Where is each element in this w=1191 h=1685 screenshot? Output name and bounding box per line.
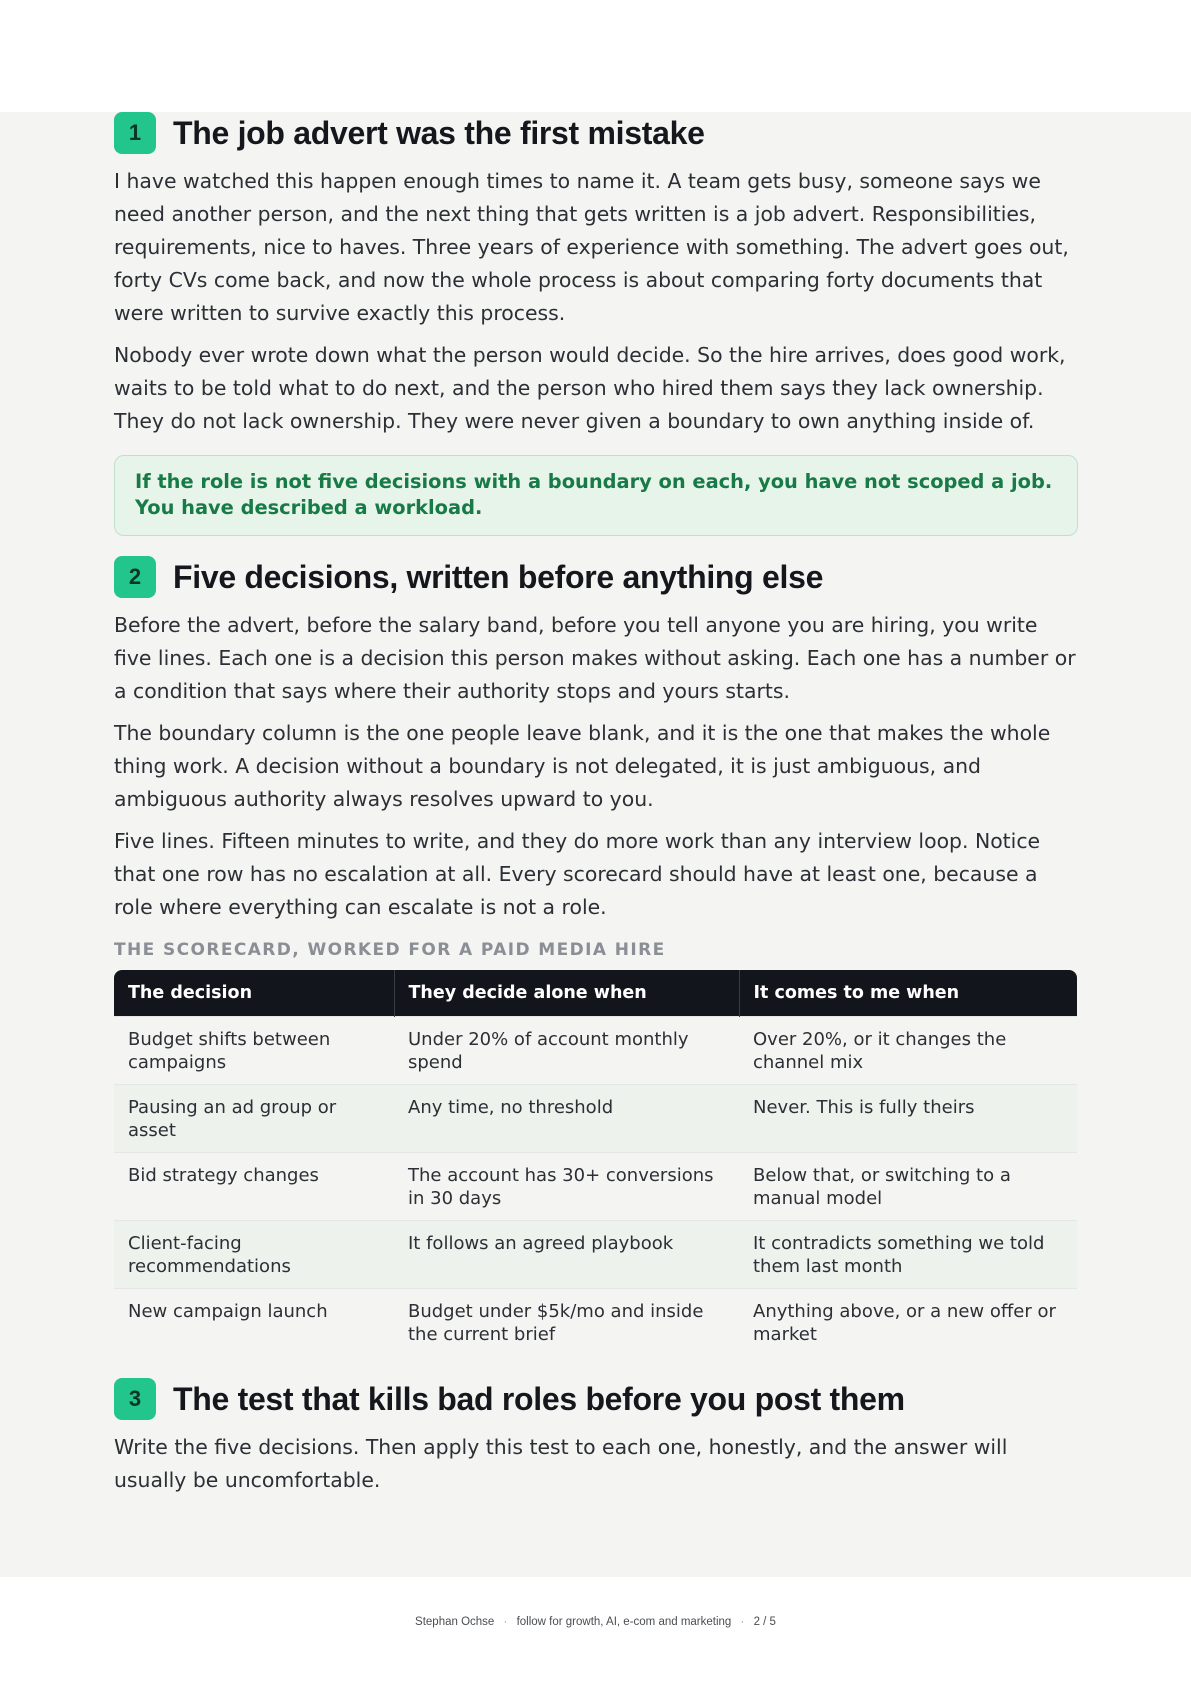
table-row bbox=[114, 1289, 1077, 1357]
section-3-heading bbox=[114, 1378, 1078, 1420]
table-cell: New campaign launch bbox=[114, 1289, 394, 1357]
table-caption: THE SCORECARD, WORKED FOR A PAID MEDIA HIRE bbox=[114, 940, 666, 960]
section-title: The job advert was the first mistake bbox=[173, 114, 705, 151]
section-number-badge: 3 bbox=[114, 1378, 156, 1420]
table-cell: Budget under $5k/mo and inside the current brief bbox=[394, 1289, 739, 1357]
article-content bbox=[114, 112, 1078, 1497]
footer-separator: · bbox=[740, 1616, 745, 1628]
footer-author: Stephan Ochse bbox=[415, 1616, 495, 1628]
table-row bbox=[114, 1221, 1077, 1289]
table-cell: Anything above, or a new offer or market bbox=[739, 1289, 1077, 1357]
table-cell: It contradicts something we told them last month bbox=[739, 1221, 1077, 1289]
table-row bbox=[114, 1085, 1077, 1153]
footer-separator: · bbox=[503, 1616, 508, 1628]
table-cell: Bid strategy changes bbox=[114, 1153, 394, 1221]
table-cell: Over 20%, or it changes the channel mix bbox=[739, 1017, 1077, 1085]
table-cell: Any time, no threshold bbox=[394, 1085, 739, 1153]
table-row bbox=[114, 1153, 1077, 1221]
paragraph: The boundary column is the one people leave blank, and it is the one that makes the whole thing work. A decision without a boundary is not delegated, it is just ambiguous, and ambiguous authority always resolves upward to you. bbox=[114, 721, 1051, 811]
column-header: They decide alone when bbox=[394, 970, 739, 1017]
section-number-badge: 2 bbox=[114, 556, 156, 598]
paragraph: Before the advert, before the salary band, before you tell anyone you are hiring, you write five lines. Each one is a decision this person makes without asking. Each one has a number or a condition that says where their authority stops and yours starts. bbox=[114, 613, 1076, 703]
section-2-heading bbox=[114, 556, 1078, 598]
column-header: The decision bbox=[114, 970, 394, 1017]
section-title: Five decisions, written before anything else bbox=[173, 558, 824, 595]
table-header-row bbox=[114, 970, 1077, 1017]
paragraph: Write the five decisions. Then apply this test to each one, honestly, and the answer will usually be uncomfortable. bbox=[114, 1435, 1008, 1492]
callout-text: If the role is not five decisions with a boundary on each, you have not scoped a job. You have described a workload. bbox=[135, 470, 1053, 519]
table-cell: Under 20% of account monthly spend bbox=[394, 1017, 739, 1085]
table-cell: Below that, or switching to a manual model bbox=[739, 1153, 1077, 1221]
table-cell: The account has 30+ conversions in 30 days bbox=[394, 1153, 739, 1221]
scorecard-table bbox=[114, 970, 1077, 1356]
paragraph: I have watched this happen enough times to name it. A team gets busy, someone says we need another person, and the next thing that gets written is a job advert. Responsibilities, requirements, nice to haves. Three years of experience with something. The advert goes out, forty CVs come back, and now the whole process is about comparing forty documents that were written to survive exactly this process. bbox=[114, 169, 1069, 325]
table-cell: It follows an agreed playbook bbox=[394, 1221, 739, 1289]
paragraph: Nobody ever wrote down what the person would decide. So the hire arrives, does good work, waits to be told what to do next, and the person who hired them says they lack ownership. They do not lack ownership. They were never given a boundary to own anything inside of. bbox=[114, 343, 1066, 433]
table-cell: Never. This is fully theirs bbox=[739, 1085, 1077, 1153]
table-cell: Client-facing recommendations bbox=[114, 1221, 394, 1289]
table-cell: Budget shifts between campaigns bbox=[114, 1017, 394, 1085]
section-1-heading bbox=[114, 112, 1078, 154]
section-title: The test that kills bad roles before you post them bbox=[173, 1380, 905, 1417]
column-header: It comes to me when bbox=[739, 970, 1077, 1017]
table-row bbox=[114, 1017, 1077, 1085]
callout-box bbox=[114, 455, 1078, 536]
paragraph: Five lines. Fifteen minutes to write, and they do more work than any interview loop. Notice that one row has no escalation at all. Every scorecard should have at least one, because a role where everything can escalate is not a role. bbox=[114, 829, 1041, 919]
table-cell: Pausing an ad group or asset bbox=[114, 1085, 394, 1153]
page-footer bbox=[0, 1616, 1191, 1628]
section-number-badge: 1 bbox=[114, 112, 156, 154]
page-number: 2 / 5 bbox=[753, 1616, 776, 1628]
footer-tagline: follow for growth, AI, e-com and marketing bbox=[516, 1616, 732, 1628]
